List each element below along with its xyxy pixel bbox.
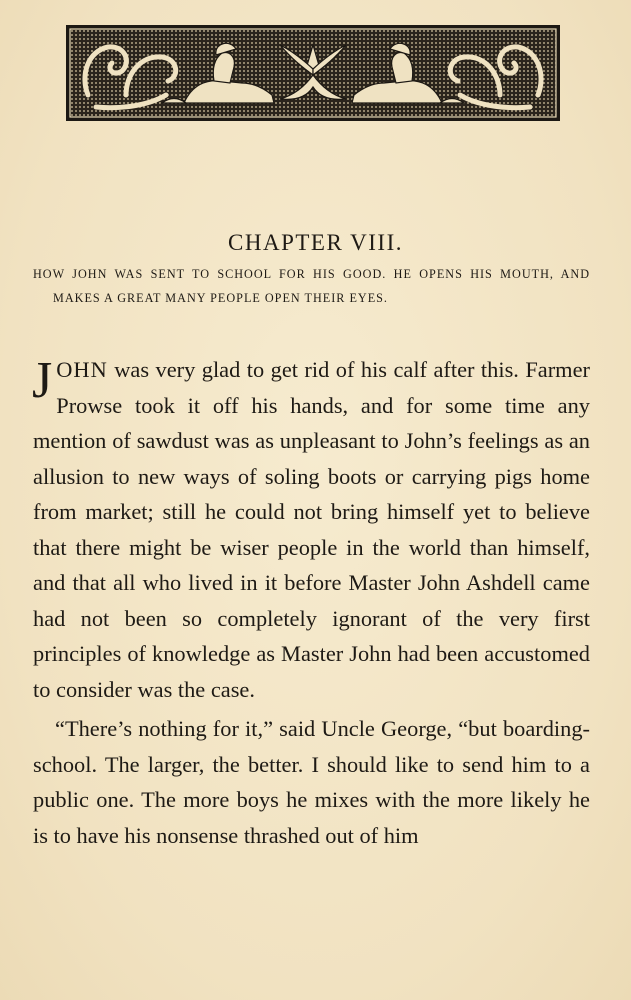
drop-cap: J bbox=[32, 352, 53, 409]
chapter-title: CHAPTER VIII. bbox=[228, 230, 403, 256]
chapter-summary bbox=[33, 262, 590, 310]
paragraph-1 bbox=[33, 352, 590, 707]
chapter-summary-text: HOW JOHN WAS SENT TO SCHOOL FOR HIS GOOD. HE OPENS HIS MOUTH, AND MAKES A GREAT MANY PEOPLE OPEN THEIR EYES. bbox=[33, 267, 590, 305]
paragraph-2: “There’s nothing for it,” said Uncle George, “but boarding-school. The larger, the better. I should like to send him to a public one. The more boys he mixes with the more likely he is to have his nonsense thrashed out of him bbox=[33, 716, 590, 848]
paragraph-1-text: was very glad to get rid of his calf after this. Farmer Prowse took it off his hands, and for some time any mention of sawdust was as unpleasant to John’s feelings as an allusion to new ways of soling boots or carrying pigs home from market; still he could not bring himself yet to believe that there might be wiser people in the world than himself, and that all who lived in it before Master John Ashdell came had not been so completely ignorant of the very first principles of knowledge as Master John had been accustomed to consider was the case. bbox=[33, 357, 590, 702]
egyptian-sphinx-headpiece-icon bbox=[66, 25, 560, 121]
first-word: OHN bbox=[56, 357, 108, 382]
chapter-body bbox=[33, 352, 590, 853]
